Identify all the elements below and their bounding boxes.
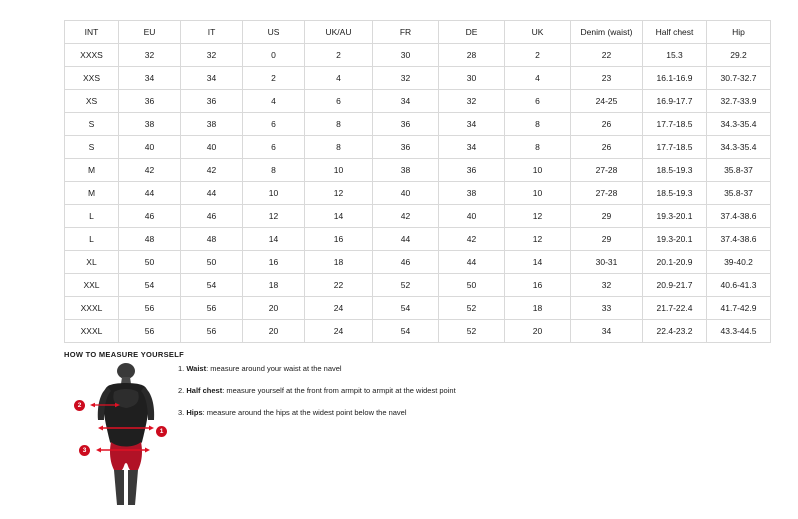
cell-de: 40 [439,205,505,228]
table-row [65,274,771,297]
cell-uk: 12 [505,205,571,228]
cell-fr: 34 [373,90,439,113]
cell-it: 50 [181,251,243,274]
cell-hip: 34.3-35.4 [707,136,771,159]
cell-uk: 20 [505,320,571,343]
cell-us: 16 [243,251,305,274]
cell-half-chest: 19.3-20.1 [643,205,707,228]
cell-hip: 32.7-33.9 [707,90,771,113]
measure-step-half-chest [178,385,598,396]
step-number: 2. [178,386,185,395]
cell-uk-au: 4 [305,67,373,90]
cell-denim-waist: 23 [571,67,643,90]
cell-uk-au: 2 [305,44,373,67]
cell-uk-au: 16 [305,228,373,251]
cell-it: 36 [181,90,243,113]
cell-de: 52 [439,320,505,343]
cell-it: 56 [181,320,243,343]
cell-denim-waist: 27-28 [571,159,643,182]
column-header-half-chest: Half chest [643,21,707,44]
cell-uk: 16 [505,274,571,297]
cell-hip: 29.2 [707,44,771,67]
table-row [65,90,771,113]
marker-1-waist: 1 [156,426,167,437]
step-text: : measure around your waist at the navel [206,364,342,373]
table-row [65,67,771,90]
cell-uk-au: 10 [305,159,373,182]
cell-us: 12 [243,205,305,228]
cell-denim-waist: 29 [571,205,643,228]
column-header-uk: UK [505,21,571,44]
cell-it: 34 [181,67,243,90]
cell-uk: 6 [505,90,571,113]
cell-de: 36 [439,159,505,182]
cell-int: M [65,182,119,205]
cell-denim-waist: 33 [571,297,643,320]
step-text: : measure around the hips at the widest point below the navel [202,408,407,417]
cell-uk: 18 [505,297,571,320]
cell-hip: 30.7-32.7 [707,67,771,90]
cell-denim-waist: 29 [571,228,643,251]
measure-step-hips [178,407,598,418]
cell-de: 32 [439,90,505,113]
cell-half-chest: 15.3 [643,44,707,67]
step-number: 1. [178,364,185,373]
cell-eu: 38 [119,113,181,136]
cell-denim-waist: 34 [571,320,643,343]
cell-de: 30 [439,67,505,90]
cell-eu: 44 [119,182,181,205]
cell-it: 46 [181,205,243,228]
marker-2-half-chest: 2 [74,400,85,411]
cell-de: 34 [439,113,505,136]
column-header-int: INT [65,21,119,44]
cell-int: XXS [65,67,119,90]
cell-denim-waist: 30-31 [571,251,643,274]
column-header-denim-waist: Denim (waist) [571,21,643,44]
table-row [65,44,771,67]
table-row [65,228,771,251]
cell-eu: 36 [119,90,181,113]
cell-fr: 32 [373,67,439,90]
step-number: 3. [178,408,185,417]
marker-3-hips: 3 [79,445,90,456]
cell-us: 6 [243,113,305,136]
cell-de: 42 [439,228,505,251]
size-chart-container [64,20,757,343]
cell-eu: 48 [119,228,181,251]
cell-fr: 36 [373,113,439,136]
cell-hip: 34.3-35.4 [707,113,771,136]
step-term: Half chest [186,386,223,395]
cell-it: 40 [181,136,243,159]
cell-de: 34 [439,136,505,159]
cell-int: XXXL [65,297,119,320]
cell-uk-au: 18 [305,251,373,274]
table-row [65,136,771,159]
cell-de: 28 [439,44,505,67]
cell-fr: 40 [373,182,439,205]
cell-hip: 35.8-37 [707,182,771,205]
cell-int: XXL [65,274,119,297]
cell-uk: 4 [505,67,571,90]
cell-uk-au: 8 [305,113,373,136]
table-body [65,44,771,343]
cell-half-chest: 20.1-20.9 [643,251,707,274]
table-row [65,159,771,182]
column-header-fr: FR [373,21,439,44]
cell-half-chest: 19.3-20.1 [643,228,707,251]
cell-int: L [65,205,119,228]
cell-it: 42 [181,159,243,182]
cell-half-chest: 18.5-19.3 [643,159,707,182]
cell-half-chest: 22.4-23.2 [643,320,707,343]
cell-fr: 38 [373,159,439,182]
cell-eu: 56 [119,297,181,320]
table-row [65,182,771,205]
table-header-row [65,21,771,44]
cell-half-chest: 16.9-17.7 [643,90,707,113]
column-header-eu: EU [119,21,181,44]
cell-us: 18 [243,274,305,297]
cell-denim-waist: 32 [571,274,643,297]
cell-eu: 54 [119,274,181,297]
cell-uk: 10 [505,159,571,182]
cell-us: 10 [243,182,305,205]
cell-it: 44 [181,182,243,205]
cell-it: 38 [181,113,243,136]
cell-uk-au: 8 [305,136,373,159]
cell-fr: 30 [373,44,439,67]
cell-half-chest: 18.5-19.3 [643,182,707,205]
cell-eu: 40 [119,136,181,159]
cell-us: 14 [243,228,305,251]
step-term: Hips [186,408,203,417]
how-to-measure-steps [178,363,598,429]
cell-half-chest: 20.9-21.7 [643,274,707,297]
cell-uk: 12 [505,228,571,251]
cell-int: XXXS [65,44,119,67]
cell-hip: 41.7-42.9 [707,297,771,320]
cell-us: 6 [243,136,305,159]
column-header-hip: Hip [707,21,771,44]
cell-de: 38 [439,182,505,205]
cell-hip: 43.3-44.5 [707,320,771,343]
cell-hip: 37.4-38.6 [707,205,771,228]
table-row [65,297,771,320]
cell-hip: 37.4-38.6 [707,228,771,251]
cell-us: 4 [243,90,305,113]
cell-fr: 42 [373,205,439,228]
cell-us: 0 [243,44,305,67]
cell-half-chest: 17.7-18.5 [643,136,707,159]
column-header-us: US [243,21,305,44]
cell-eu: 32 [119,44,181,67]
cell-int: S [65,113,119,136]
cell-uk: 14 [505,251,571,274]
column-header-it: IT [181,21,243,44]
cell-uk-au: 24 [305,297,373,320]
cell-hip: 35.8-37 [707,159,771,182]
cell-int: L [65,228,119,251]
cell-uk: 8 [505,136,571,159]
cell-denim-waist: 26 [571,136,643,159]
cell-uk: 10 [505,182,571,205]
cell-denim-waist: 24-25 [571,90,643,113]
cell-it: 56 [181,297,243,320]
cell-denim-waist: 27-28 [571,182,643,205]
cell-int: M [65,159,119,182]
cell-de: 52 [439,297,505,320]
cell-uk-au: 12 [305,182,373,205]
cell-hip: 39-40.2 [707,251,771,274]
cell-half-chest: 17.7-18.5 [643,113,707,136]
column-header-de: DE [439,21,505,44]
cell-uk-au: 24 [305,320,373,343]
cell-it: 54 [181,274,243,297]
table-row [65,205,771,228]
table-row [65,113,771,136]
cell-eu: 50 [119,251,181,274]
cell-fr: 46 [373,251,439,274]
cell-uk-au: 14 [305,205,373,228]
cell-int: S [65,136,119,159]
step-term: Waist [186,364,207,373]
cell-fr: 52 [373,274,439,297]
column-header-uk-au: UK/AU [305,21,373,44]
cell-it: 48 [181,228,243,251]
cell-de: 50 [439,274,505,297]
cell-denim-waist: 22 [571,44,643,67]
cell-uk-au: 6 [305,90,373,113]
cell-int: XS [65,90,119,113]
cell-us: 8 [243,159,305,182]
cell-eu: 42 [119,159,181,182]
cell-us: 2 [243,67,305,90]
cell-uk: 8 [505,113,571,136]
cell-us: 20 [243,320,305,343]
cell-eu: 56 [119,320,181,343]
cell-de: 44 [439,251,505,274]
cell-half-chest: 16.1-16.9 [643,67,707,90]
cell-fr: 36 [373,136,439,159]
cell-int: XXXL [65,320,119,343]
cell-half-chest: 21.7-22.4 [643,297,707,320]
cell-uk: 2 [505,44,571,67]
cell-it: 32 [181,44,243,67]
measure-step-waist [178,363,598,374]
cell-fr: 54 [373,297,439,320]
cell-hip: 40.6-41.3 [707,274,771,297]
cell-us: 20 [243,297,305,320]
cell-uk-au: 22 [305,274,373,297]
cell-fr: 44 [373,228,439,251]
step-text: : measure yourself at the front from armpit to armpit at the widest point [222,386,456,395]
table-row [65,320,771,343]
cell-int: XL [65,251,119,274]
table-row [65,251,771,274]
size-chart-table [64,20,771,343]
cell-eu: 46 [119,205,181,228]
cell-denim-waist: 26 [571,113,643,136]
cell-fr: 54 [373,320,439,343]
cell-eu: 34 [119,67,181,90]
measurement-figure [78,362,174,507]
how-to-measure-title: HOW TO MEASURE YOURSELF [64,350,184,359]
